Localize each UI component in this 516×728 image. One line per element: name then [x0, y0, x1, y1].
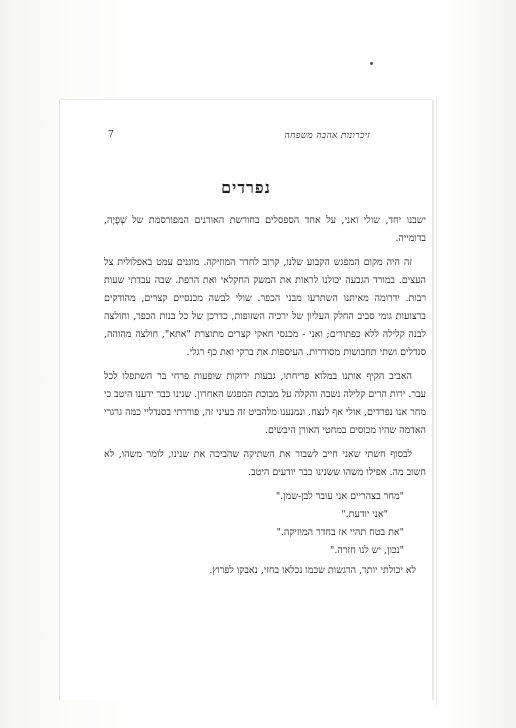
dialogue-line: "מחר בצהריים אני עובר לבן-שמן.": [275, 491, 404, 502]
paragraph: זה היה מקום המפגש הקבוע שלנו, קרוב לחדר המוזיקה. מוגנים עמט באפלולית צל העצים. במורד הגבעה יכולנו לראות את המשק החקלאי ואת הרפת. שבה עבדתי שעות רבות. ידרומה מאיתנו השתרעו מבני הכפר. שולי לבשה מכנסיים קצרים, מהודקים ברצועות גומי סביב החלק העליון של ירכיה השזופות, כדרכן של כל בנות הכפר, וחולצה לבנה קלילה ללא כפתורים; ואני - מכנסי חאקי קצרים מתוצרת "אתא", חולצה מהוהה, סנדלים ושתי תחבושות מסודרות. העיספות את ברקי ואת כף רגלי.: [104, 257, 426, 358]
paragraph: האביב הקיף אותנו במלוא פריחתו, גבעות ירוקות שופעות פרחי בר השתפלו לכל עבר. ירות הרים קלילה נשבה והקלה על מבוכת המפגש האחרון. שנינו כבר ידענו היטב כי מחר אנו נפרדים, אולי אף לנצח. ונמנענו מלהביט זה בעיני זה, פוררתי בסנדליי כמה גרגרי האדמה שהיו מכוסים במחטי האורן היבשים.: [104, 371, 426, 436]
scan-speck: [370, 62, 373, 65]
running-header: [100, 130, 410, 146]
paragraph: לבסוף חשתי שאני חייב לשבור את השתיקה שהביכה את שנינו, לומר משהו, לא חשוב מה. אפילו משהו ששנינו כבר יודעים היטב.: [104, 449, 426, 478]
book-page: [60, 100, 432, 700]
dialogue-line: "נכון, יש לנו חזרה.": [329, 545, 404, 556]
page-body: [104, 212, 426, 586]
closing-line: לא יכולתי יותר, הרגשות שכמו נכלאו בחזי, נאבקו לפרוץ.: [209, 565, 416, 576]
page-edge: [432, 100, 434, 700]
dialogue-line: "את בטח תהיי אז בחדר המוזיקה.": [276, 527, 404, 538]
page-number: 7: [108, 130, 114, 140]
dialogue-line: "אני יודעת.": [341, 509, 388, 520]
next-page-edge: [436, 96, 437, 706]
chapter-title: נפרדים: [221, 178, 271, 197]
paragraph: ישבנו יחד, שולי ואני, על אחד הספסלים בחורשת האורנים המפורסמת של שְׁפֶיָה, בדומייה.: [104, 215, 426, 244]
running-title: זיכרונות אהבה משפחה: [284, 131, 370, 141]
